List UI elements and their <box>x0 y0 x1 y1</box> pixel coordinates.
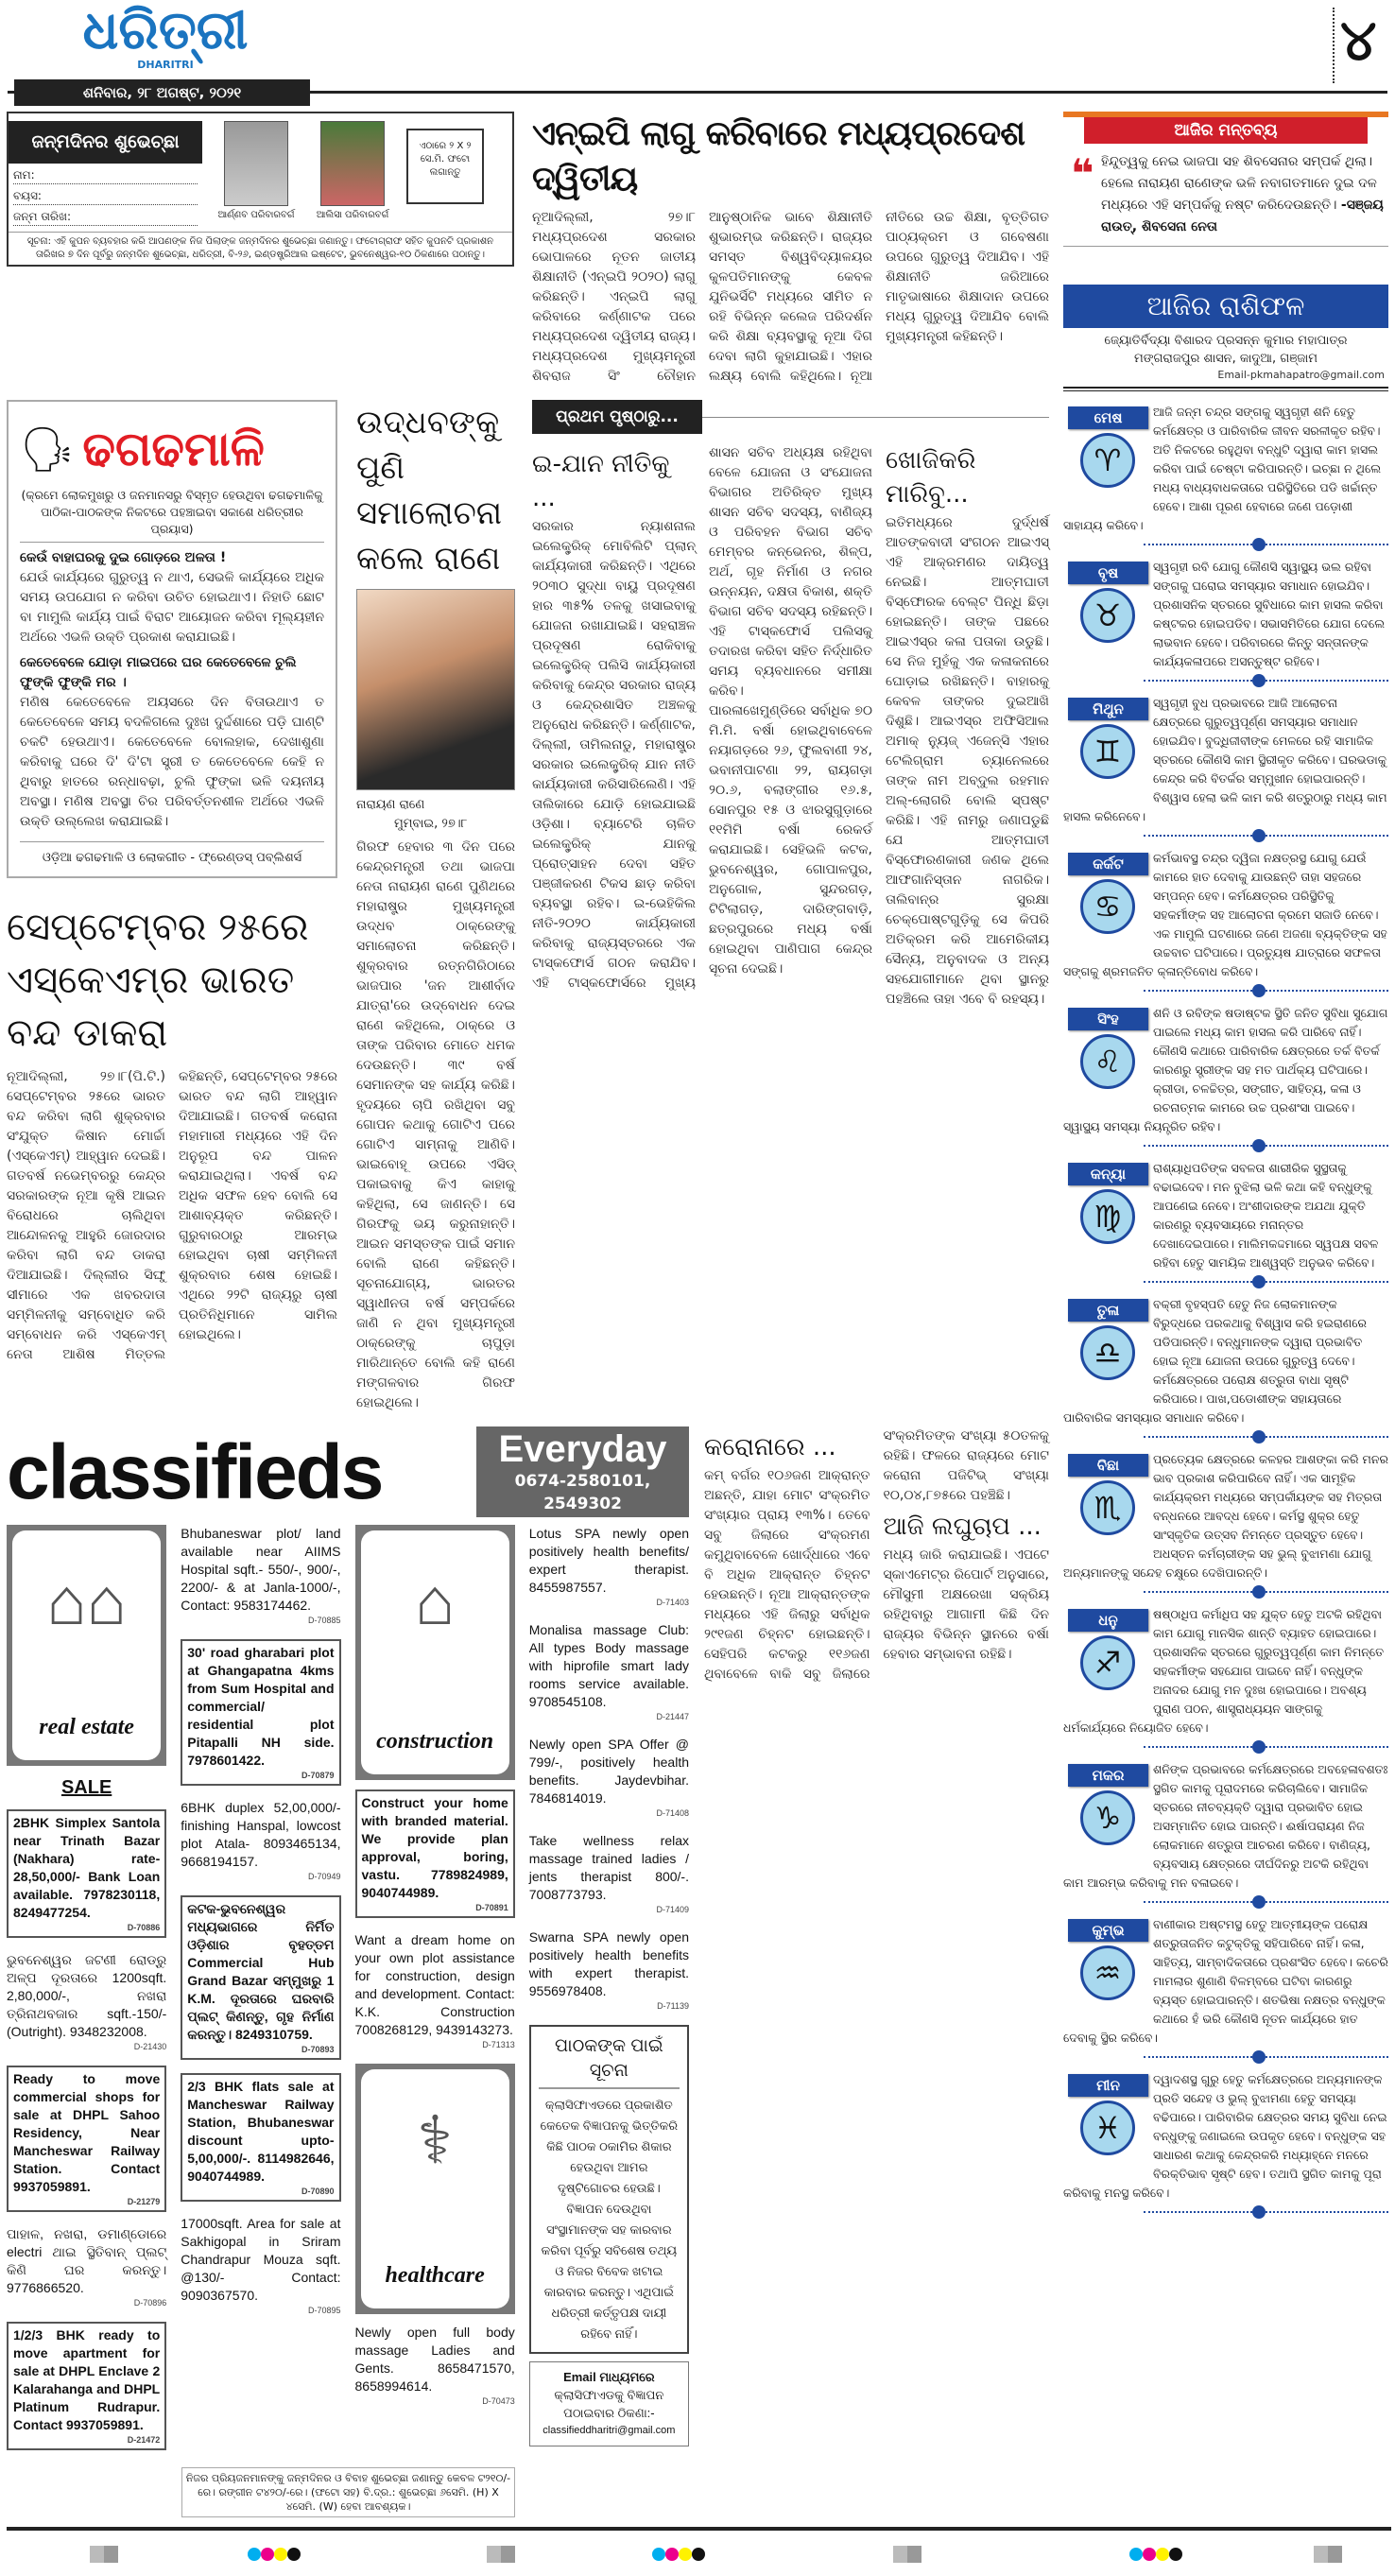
divider <box>1144 1738 1388 1756</box>
sign-name: କନ୍ୟା <box>1068 1163 1148 1185</box>
sign-name: ମକର <box>1068 1764 1148 1787</box>
narayan-rane-photo <box>356 589 515 790</box>
sign-name: ସିଂହ <box>1068 1008 1148 1030</box>
sign-name: ବିଛା <box>1068 1454 1148 1477</box>
article-body: ପାରଳାଖେମୁଣ୍ଡିରେ ସର୍ବାଧିକ ୭୦ ମି.ମି. ବର୍ଷା ହୋଇଥିବାବେଳେ ନୟାଗଡ଼ରେ ୨୬, ଫୁଲବାଣୀ ୨୪, ଭବାନୀପାଟଣା ୨୨, ରାୟଗଡ଼ା ୨୦.୬, ବଲାଙ୍ଗୀର ୧୬.୫, ସୋନପୁର ୧୫ ଓ ଝାରସୁଗୁଡ଼ାରେ ୧୧ମିମି ବର୍ଷା ରେକର୍ଡ କରାଯାଇଛି। ସେହିଭଳି କଟକ, ଭୁବନେଶ୍ୱର, ଗୋପାଳପୁର, ଅନୁଗୋଳ, ସୁନ୍ଦରଗଡ଼, ଟିଟିଲାଗଡ଼, ଦାରିଙ୍ଗବାଡ଼ି, ଛତ୍ରପୁରରେ ମଧ୍ୟ ବର୍ଷା ହୋଇଥିବା ପାଣିପାଗ କେନ୍ଦ୍ର ସୂଚନା ଦେଇଛି। <box>709 703 872 977</box>
lion-icon: ♌ <box>1080 1034 1135 1089</box>
sign-prediction: ଦ୍ୱାଦଶସ୍ଥ ଗୁରୁ ହେତୁ କର୍ମକ୍ଷେତ୍ରରେ ଅନ୍ୟମାନଙ୍କ ପ୍ରତି ସନ୍ଦେହ ଓ ଭୁଲ୍ ବୁଝାମଣା ହେତୁ ସମସ୍ୟା ବଢିପାରେ। ପାରିବାରିକ କ୍ଷେତ୍ରର ସମୟ ସୁବିଧା ନେଇ ବନ୍ଧୁଙ୍କୁ ଜଣାଇଲେ ଉପକୃତ ହେବେ। ବନ୍ଧୁଙ୍କ ସହ ସାଧାରଣ କଥାକୁ କେନ୍ଦ୍ରକରି ମଧ୍ୟାହ୍ନେ ମନରେ ବିରକ୍ତିଭାବ ସୃଷ୍ଟି ହେବ। ତଥାପି ସ୍ଥଗିତ କାମକୁ ପୂରା କରିବାକୁ ମନସ୍ଥ କରିବେ। <box>1063 2072 1387 2200</box>
bottom-row <box>7 1426 1049 2517</box>
rane-headline: ଉଦ୍ଧବଙ୍କୁ ପୁଣି ସମାଲୋଚନା କଲେ ରାଣେ <box>356 404 503 578</box>
classified-column <box>529 1525 689 2464</box>
classified-column <box>181 1525 340 2464</box>
article-body: ମଧ୍ୟ ଜାରି କରାଯାଇଛି। ଏପଟେ ସ୍କାଏମେଟ୍‌ର ରିପୋର୍ଟ ଅନୁସାରେ, ମୌସୁମୀ ଅକ୍ଷରେଖା ସକ୍ରିୟ ରହିଥିବାରୁ ଆଗାମୀ କିଛି ଦିନ ରାଜ୍ୟର ବିଭିନ୍ନ ସ୍ଥାନରେ ବର୍ଷା ହେବାର ସମ୍ଭାବନା ରହିଛି। <box>883 1547 1049 1662</box>
ad-code: D-21447 <box>656 1712 689 1721</box>
ad-code: D-71409 <box>656 1905 689 1914</box>
registration-mark <box>90 2546 118 2563</box>
bharat-bandh-body: ନୂଆଦିଲ୍ଲୀ, ୨୭।୮(ପି.ଟି.) ସେପ୍ଟେମ୍ବର ୨୫ରେ ଭାରତ ବନ୍ଦ କରିବା ଲାଗି ଶୁକ୍ରବାର ସଂଯୁକ୍ତ କିଷାନ ମୋର୍ଚ୍ଚା (ଏସ୍‌କେଏମ୍) ଆହ୍ୱାନ ଦେଇଛି। ଗତବର୍ଷ ନଭେମ୍ବରରୁ କେନ୍ଦ୍ର ସରକାରଙ୍କ ନୂଆ କୃଷି ଆଇନ ବିରୋଧରେ ଚାଲିଥିବା ଆନ୍ଦୋଳନକୁ ଆହୁରି ଜୋରଦାର କରିବା ଲାଗି ବନ୍ଦ ଡାକରା ଦିଆଯାଇଛି। ଦିଲ୍ଲୀର ସିଙ୍ଘୁ ସୀମାରେ ଏକ ଖବରଦାତା ସମ୍ମିଳନୀକୁ ସମ୍ବୋଧିତ କରି ସମ୍ବୋଧନ କରି ଏସ୍‌କେଏମ୍ ନେତା ଆଶିଷ ମିତ୍ତଲ କହିଛନ୍ତି, ସେପ୍ଟେମ୍ବର ୨୫ରେ ଭାରତ ବନ୍ଦ ଲାଗି ଆହ୍ୱାନ ଦିଆଯାଇଛି। ଗତବର୍ଷ କରୋନା ମହାମାରୀ ମଧ୍ୟରେ ଏହି ଦିନ ଅନୁରୂପ ବନ୍ଦ ପାଳନ କରାଯାଇଥିଲା। ଏବର୍ଷ ବନ୍ଦ ଅଧିକ ସଫଳ ହେବ ବୋଲି ସେ ଆଶାବ୍ୟକ୍ତ କରିଛନ୍ତି। ଗୁରୁବାରଠାରୁ ଆରମ୍ଭ ହୋଇଥିବା ଚାଷୀ ସମ୍ମିଳନୀ ଶୁକ୍ରବାର ଶେଷ ହୋଇଛି। ଏଥିରେ ୨୨ଟି ରାଜ୍ୟରୁ ଚାଷୀ ପ୍ରତିନିଧିମାନେ ସାମିଲ ହୋଇଥିଲେ। <box>7 1069 337 1362</box>
classified-ad: 1/2/3 BHK ready to move apartment for sale at DHPL Enclave 2 Kalarahanga and DHPL Platinum Rudrapur. Contact 9937059891. D-21472 <box>7 2322 166 2450</box>
proverb-heading: କେଉଁ ବାହାଘରକୁ ଦୁଇ ଗୋଡ଼ରେ ଅଳତା ! <box>20 550 227 565</box>
issue-date: ଶନିବାର, ୨୮ ଅଗଷ୍ଟ, ୨୦୨୧ <box>14 79 310 106</box>
rane-body: ଗିରଫ ହେବାର ୩ ଦିନ ପରେ କେନ୍ଦ୍ରମନ୍ତ୍ରୀ ତଥା ଭାଜପା ନେତା ନାରାୟଣ ରାଣେ ପୁଣିଥରେ ମହାରାଷ୍ଟ୍ର ମୁଖ୍ୟମନ୍ତ୍ରୀ ଉଦ୍ଧବ ଠାକ୍‌ରେଙ୍କୁ ସମାଲୋଚନା କରିଛନ୍ତି। ଶୁକ୍ରବାର ରତ୍ନଗିରିଠାରେ ଭାଜପାର 'ଜନ ଆଶୀର୍ବାଦ ଯାତ୍ରା'ରେ ଉଦ୍‌ବୋଧନ ଦେଇ ରାଣେ କହିଥିଲେ, ଠାକ୍‌ରେ ଓ ତାଙ୍କ ପରିବାର ମୋତେ ଧମକ ଦେଉଛନ୍ତି। ୩୯ ବର୍ଷ ସେମାନଙ୍କ ସହ କାର୍ଯ୍ୟ କରିଛି। ହୃଦୟରେ ଚାପି ରଖିଥିବା ସବୁ ଗୋପନ କଥାକୁ ଗୋଟିଏ ପରେ ଗୋଟିଏ ସାମ୍ନାକୁ ଆଣିବି। ଭାଇବୋହୂ ଉପରେ ଏସିଡ୍ ପକାଇବାକୁ କିଏ କାହାକୁ କହିଥିଲା, ସେ ଜାଣନ୍ତି। ସେ ଗିରଫକୁ ଭୟ କରୁନାହାନ୍ତି। ଆଇନ ସମସ୍ତଙ୍କ ପାଇଁ ସମାନ ବୋଲି ରାଣେ କହିଛନ୍ତି। ସୂଚନାଯୋଗ୍ୟ, ଭାରତର ସ୍ୱାଧୀନତା ବର୍ଷ ସମ୍ପର୍କରେ ଜାଣି ନ ଥିବା ମୁଖ୍ୟମନ୍ତ୍ରୀ ଠାକ୍‌ରେଙ୍କୁ ଚାପୁଡ଼ା ମାରିଥାନ୍ତେ ବୋଲି କହି ରାଣେ ମଙ୍ଗଳବାର ଗିରଫ ହୋଇଥିଲେ। <box>356 839 515 1410</box>
ad-code: D-70885 <box>307 1616 341 1625</box>
registration-mark <box>893 2546 921 2563</box>
classified-ad: Swarna SPA newly open positively health benefits with expert therapist. 9556978408. D-71139 <box>528 1929 689 2011</box>
sign-prediction: କର୍ମଭାବସ୍ଥ ଚନ୍ଦ୍ର ଦ୍ୱିଜା ନକ୍ଷତ୍ରସ୍ଥ ଯୋଗୁ ଯେଉଁ କାମରେ ହାତ ଦେବାକୁ ଯାଉଛନ୍ତି ତାହା ସହଜରେ ସମ୍ପନ୍ନ ହେବ। କର୍ମକ୍ଷେତ୍ରର ପରିସ୍ଥିତିକୁ ସହକର୍ମୀଙ୍କ ସହ ଆଲୋଚନା କ୍ରମେ ସଜାଡି ନେବେ। ଏକ ମାମୁଲି ଘଟଣାରେ ଜଣେ ଅଜଣା ବ୍ୟକ୍ତିଙ୍କ ସହ ଉଚ୍ଚବାଚ ଘଟିପାରେ। ପ୍ରତ୍ୟୁଷ ଯାତ୍ରାରେ ସଫଳତା ସଙ୍ଗକୁ ଶ୍ରମଜନିତ କ୍ଳାନ୍ତିବୋଧ କରିବେ। <box>1063 851 1387 978</box>
divider <box>1063 387 1388 391</box>
crab-icon: ♋ <box>1080 879 1135 934</box>
classified-ad: କଟକ-ଭୁବନେଶ୍ୱର ମଧ୍ୟଭାଗରେ ନିର୍ମିତ ଓଡ଼ିଶାର ବୃହତ୍ତମ Commercial Hub Grand Bazar ସମ୍ମୁଖରୁ 1 K.M. ଦୂରତାରେ ଘରବାରି ପ୍ଲଟ୍ କିଣନ୍ତୁ, ଗୃହ ନିର୍ମାଣ କରନ୍ତୁ। 8249310759. D-70893 <box>181 1895 340 2060</box>
coupon-note: ସୂଚନା: ଏହି କୁପନ ବ୍ୟବହାର କରି ଆପଣଙ୍କ ନିଜ ପିଲାଙ୍କ ଜନ୍ମଦିନର ଶୁଭେଚ୍ଛା ଜଣାନ୍ତୁ। ଫଟୋଗ୍ରାଫ ସହିତ କୁପନଟି ପ୍ରକାଶନ ତାରିଖର ୭ ଦିନ ପୂର୍ବରୁ ଜନ୍ମଦିନ ଶୁଭେଚ୍ଛା, ଧରିତ୍ରୀ, ବି-୨୬, ଇଣ୍ଡଷ୍ଟ୍ରିଆଲ ଇଷ୍ଟେଟ, ଭୁବନେଶ୍ୱର-୧୦ ଠିକଣାରେ ପଠାନ୍ତୁ। <box>9 232 512 265</box>
dob-field: ଜନ୍ମ ତାରିଖ: <box>13 208 198 226</box>
registration-dot <box>679 2548 692 2561</box>
reader-notice: ପାଠକଙ୍କ ପାଇଁ ସୂଚନା କ୍ଲାସିଫାଏଡରେ ପ୍ରକାଶିତ କେତେକ ବିଜ୍ଞାପନକୁ ଭିତ୍ତିକରି କିଛି ପାଠକ ଠକାମିର ଶିକାର ହେଉଥିବା ଆମର ଦୃଷ୍ଟିଗୋଚର ହେଉଛି। ବିଜ୍ଞାପନ ଦେଉଥିବା ସଂସ୍ଥାମାନଙ୍କ ସହ କାରବାର କରିବା ପୂର୍ବରୁ ସବିଶେଷ ତଥ୍ୟ ଓ ନିଜର ବିବେକ ଖଟାଇ କାରବାର କରନ୍ତୁ। ଏଥିପାଇଁ ଧରିତ୍ରୀ କର୍ତ୍ତୃପକ୍ଷ ଦାୟୀ ରହିବେ ନାହିଁ। <box>529 2025 689 2354</box>
page-body <box>0 112 1395 2517</box>
registration-dot <box>248 2548 261 2561</box>
left-block <box>7 112 1049 2517</box>
sign-name: ତୁଳା <box>1068 1299 1148 1322</box>
proverb-heading: କେତେବେଳେ ଯୋଡ଼ା ମାଇପରେ ଘର କେତେବେଳେ ଚୁଲି ଫୁଙ୍କି ଫୁଙ୍କି ମର । <box>20 655 297 690</box>
horoscope-sign <box>1063 690 1388 845</box>
photo-caption: ଆର୍ଣ୍ଣବ ପରିବାରବର୍ଗ <box>217 210 295 220</box>
top-row <box>7 112 1049 387</box>
divider-dot <box>1252 538 1266 551</box>
greeting-rate-note: ନିଜର ପ୍ରିୟଜନମାନଙ୍କୁ ଜନ୍ମଦିନର ଓ ବିବାହ ଶୁଭେଚ୍ଛା ଜଣାନ୍ତୁ କେବଳ ଟ୨୧୦/-ରେ। ରଙ୍ଗୀନ ଟ୪୨୦/-ରେ। (ଫଟୋ ସହ) ବି.ଦ୍ର.: ଶୁଭେଚ୍ଛା ୬ସେମି. (H) X ୪ସେମି. (W) ହେବା ଆବଶ୍ୟକ। <box>181 2467 515 2517</box>
article-headline: ଆଜି ଲଘୁଚାପ ... <box>883 1513 1042 1541</box>
photo-caption: ଆଲିସା ପରିବାରବର୍ଗ <box>316 210 389 220</box>
divider <box>1144 826 1388 845</box>
ad-code: D-70886 <box>127 1923 161 1932</box>
bharat-bandh-headline: ସେପ୍ଟେମ୍ବର ୨୫ରେ ଏସ୍‌କେଏମ୍‌ର ଭାରତ ବନ୍ଦ ଡାକରା <box>7 906 309 1055</box>
dhagadhamali-subtitle: (କ୍ରମେ ଲୋକମୁଖରୁ ଓ ଜନମାନସରୁ ବିସ୍ମୃତ ହେଉଥିବା ଢଗଢମାଳିକୁ ପାଠିକା-ପାଠକଙ୍କ ନିକଟରେ ପହଞ୍ଚାଇବା ସକାଶେ ଧରିତ୍ରୀର ପ୍ରୟାସ) <box>20 487 324 543</box>
continued-column <box>532 400 1049 1010</box>
article-headline: ଖୋଜିକରି ମାରିବୁ... <box>886 446 976 509</box>
horoscope-sign <box>1063 1601 1388 1756</box>
horoscope-sign <box>1063 1446 1388 1601</box>
classifieds-section <box>7 1426 689 2517</box>
divider-dot <box>1252 2205 1266 2219</box>
classified-ad: 30' road gharabari plot at Ghangapatna 4kms from Sum Hospital and commercial/ residential plot Pitapalli NH side. 7978601422. D-70879 <box>181 1639 340 1786</box>
opinion-author: -ସଞ୍ଜୟ ରାଉତ୍‌, ଶିବସେନା ନେତା <box>1101 198 1384 234</box>
registration-dot <box>1169 2548 1182 2561</box>
divider <box>1144 535 1388 554</box>
divider <box>1144 1272 1388 1291</box>
ad-code: D-71408 <box>656 1808 689 1818</box>
classified-ad: Ready to move commercial shops for sale at DHPL Sahoo Residency, Near Mancheswar Railway Station. Contact 9937059891. D-21279 <box>7 2066 166 2212</box>
classified-ad: Take wellness relax massage trained ladies / jents therapist 800/-. 7008773793. D-71409 <box>528 1833 689 1914</box>
classified-ad: Newly open full body massage Ladies and Gents. 8658471570, 8658994614. D-70473 <box>354 2325 515 2406</box>
left-column <box>7 400 337 1365</box>
divider <box>1144 671 1388 690</box>
construction-banner: ⌂ construction <box>355 1525 515 1780</box>
sign-name: ମୀନ <box>1068 2074 1148 2097</box>
front-page-continued-label: ପ୍ରଥମ ପୃଷ୍ଠାରୁ... <box>532 400 702 434</box>
divider-dot <box>1252 1895 1266 1909</box>
sale-heading: SALE <box>60 1777 112 1798</box>
sign-name: ମିଥୁନ <box>1068 698 1148 720</box>
sign-prediction: ଶନି ଓ ରବିଙ୍କ ଷଡାଷ୍ଟକ ସ୍ଥିତି ଜନିତ ସୁବିଧା ସୁଯୋଗ ପାଇଲେ ମଧ୍ୟ କାମ ହାସଲ କରି ପାରିବେ ନାହିଁ। କୌଣସି କଥାରେ ପାରିବାରିକ କ୍ଷେତ୍ରରେ ତର୍କ ବିତର୍କ କାରଣରୁ ସ୍ତ୍ରୀଙ୍କ ସହ ମତ ପାର୍ଥକ୍ୟ ଘଟିପାରେ। କ୍ରୀଡା, ଚଳଚ୍ଚିତ୍ର, ସଙ୍ଗୀତ, ସାହିତ୍ୟ, କଳା ଓ ରଚନାତ୍ମକ କାମରେ ଉଚ୍ଚ ପ୍ରଶଂସା ପାଇବେ। ସ୍ୱାସ୍ଥ୍ୟ ସମସ୍ୟା ନିୟନ୍ତ୍ରିତ ରହିବ। <box>1063 1006 1388 1133</box>
classified-ad: Want a dream home on your own plot assistance for construction, design and development. Contact: K.K. Construction 7008268129, 9439143273. D-71313 <box>354 1932 515 2049</box>
maiden-icon: ♍ <box>1080 1189 1135 1244</box>
lead-body: ନୂଆଦିଲ୍ଲୀ, ୨୭।୮ ମଧ୍ୟପ୍ରଦେଶ ସରକାର ଭୋପାଳରେ ନୂତନ ଜାତୀୟ ଶିକ୍ଷାନୀତି (ଏନ୍‌ଇପି ୨୦୨୦) ଲାଗୁ କରିଛନ୍ତି। ଏନ୍‌ଇପି ଲାଗୁ କରିବାରେ କର୍ଣ୍ଣାଟକ ପରେ ମଧ୍ୟପ୍ରଦେଶ ଦ୍ୱିତୀୟ ରାଜ୍ୟ। ମଧ୍ୟପ୍ରଦେଶ ମୁଖ୍ୟମନ୍ତ୍ରୀ ଶିବରାଜ ସିଂ ଚୌହାନ ଆନୁଷ୍ଠାନିକ ଭାବେ ଶିକ୍ଷାନୀତି ଶୁଭାରମ୍ଭ କରିଛନ୍ତି। ରାଜ୍ୟର ସମସ୍ତ ବିଶ୍ୱବିଦ୍ୟାଳୟର କୁଳପତିମାନଙ୍କୁ କେବଳ ଯୁନିଭର୍ସିଟି ମଧ୍ୟରେ ସୀମିତ ନ ରହି ବିଭିନ୍ନ କଲେଜ ପରିଦର୍ଶନ କରି ଶିକ୍ଷା ବ୍ୟବସ୍ଥାକୁ ନୂଆ ଦିଗ ଦେବା ଲାଗି କୁହାଯାଇଛି। ଏହାର ଲକ୍ଷ୍ୟ ବୋଲି କହିଥିଲେ। ନୂଆ ନୀତିରେ ଉଚ୍ଚ ଶିକ୍ଷା, ବୃତ୍ତିଗତ ପାଠ୍ୟକ୍ରମ ଓ ଗବେଷଣା ଉପରେ ଗୁରୁତ୍ୱ ଦିଆଯିବ। ଏହି ଶିକ୍ଷାନୀତି ଜରିଆରେ ମାତୃଭାଷାରେ ଶିକ୍ଷାଦାନ ଉପରେ ମଧ୍ୟ ଗୁରୁତ୍ୱ ଦିଆଯିବ ବୋଲି ମୁଖ୍ୟମନ୍ତ୍ରୀ କହିଛନ୍ତି। <box>532 210 1049 384</box>
scorpion-icon: ♏ <box>1080 1480 1135 1535</box>
classifieds-title: classifieds <box>7 1428 383 1515</box>
horoscope-sign <box>1063 1000 1388 1155</box>
continued-articles-lower <box>704 1426 1049 1685</box>
divider-dot <box>1252 1585 1266 1599</box>
sign-prediction: ଶନିଙ୍କ ପ୍ରଭାବରେ କର୍ମକ୍ଷେତ୍ରରେ ଅବହେଳାବଶତଃ ସ୍ଥଗିତ କାମକୁ ପୂରାଦମରେ କରିଚାଲିବେ। ସାମାଜିକ ସ୍ତରରେ ନୀଚବ୍ୟକ୍ତି ଦ୍ୱାରା ପ୍ରଭାବିତ ହୋଇ ଅସମ୍ମାନିତ ହୋଇ ପାରନ୍ତି। ଈର୍ଷାପରାୟଣ ନିଜ ଲୋକମାନେ ଶତ୍ରୁତା ଆଚରଣ କରିବେ। ବାଣିଜ୍ୟ, ବ୍ୟବସାୟ କ୍ଷେତ୍ରରେ ଦୀର୍ଘଦିନରୁ ଅଟକି ରହିଥିବା କାମ ଆରମ୍ଭ କରିବାକୁ ମନ ବଳାଇବେ। <box>1063 1762 1388 1890</box>
registration-dot <box>261 2548 274 2561</box>
ad-code: D-70879 <box>301 1771 335 1780</box>
ad-code: D-21472 <box>127 2435 161 2445</box>
horoscope-sign <box>1063 1291 1388 1446</box>
twins-icon: ♊ <box>1080 724 1135 779</box>
sign-prediction: ସ୍ୱଗୃହୀ ରବି ଯୋଗୁ କୌଣସି ସ୍ୱାସ୍ଥ୍ୟ ଭଲ ରହିବା ସଙ୍ଗକୁ ଘରୋଇ ସମସ୍ୟାର ସମାଧାନ ହୋଇଯିବ। ପ୍ରଶାସନିକ ସ୍ତରରେ ସୁବିଧାରେ କାମ ହାସଲ କରିବା କଷ୍ଟକର ହୋଇପଡିବ। ସଭାସମିତିରେ ଯୋଗ ଦେଲେ ଲାଭବାନ ହେବେ। ପରିବାରରେ କିନ୍ତୁ ସନ୍ତାନଙ୍କ କାର୍ଯ୍ୟକଳାପରେ ଅସନ୍ତୁଷ୍ଟ ରହିବେ। <box>1153 560 1386 668</box>
registration-dot <box>1129 2548 1143 2561</box>
stethoscope-icon: ⚕ <box>417 2103 454 2177</box>
sign-name: କୁମ୍ଭ <box>1068 1919 1148 1942</box>
divider <box>1144 1427 1388 1446</box>
ad-code: D-70895 <box>307 2306 341 2315</box>
classifieds-contact: Everyday 0674-2580101, 2549302 <box>476 1426 689 1517</box>
sea-goat-icon: ♑ <box>1080 1790 1135 1845</box>
classified-email[interactable]: classifieddharitri@gmail.com <box>542 2425 676 2436</box>
lead-headline: ଏନ୍‌ଇପି ଲାଗୁ କରିବାରେ ମଧ୍ୟପ୍ରଦେଶ ଦ୍ୱିତୀୟ <box>532 114 1025 199</box>
sign-prediction: ସ୍ୱଗୃହୀ ବୁଧ ପ୍ରଭାବରେ ଆଜି ଆଲୋଚନା କ୍ଷେତ୍ରରେ ଗୁରୁତ୍ୱପୂର୍ଣ୍ଣ ସମସ୍ୟାର ସମାଧାନ ହୋଇଯିବ। ବୁଦ୍ଧିଜୀବୀଙ୍କ ମେଳରେ ରହି ସାମାଜିକ ସ୍ତରରେ କୌଣସି କାମ ସ୍ଥିରୀକୃତ କରିବେ। ଘରଭଡାକୁ କେନ୍ଦ୍ର କରି ବିତର୍କର ସମ୍ମୁଖୀନ ହୋଇପାରନ୍ତି। ବିଶ୍ୱାସ ହେଲା ଭଳି କାମ କରି ଶତ୍ରୁଠାରୁ ମଧ୍ୟ କାମ ହାସଲ କରିନେବେ। <box>1063 696 1387 823</box>
horoscope-sign <box>1063 399 1388 554</box>
bull-icon: ♉ <box>1080 588 1135 643</box>
scales-icon: ♎ <box>1080 1325 1135 1380</box>
classified-email-box: Email ମାଧ୍ୟମରେ କ୍ଲାସିଫାଏଡକୁ ବିଜ୍ଞାପନ ପଠାଇବାର ଠିକଣା:- classifieddharitri@gmail.com <box>529 2361 689 2446</box>
divider-dot <box>1252 1740 1266 1754</box>
photo-slot: ଏଠାରେ ୨ X ୨ ସେ.ମି. ଫଟୋ ଲଗାନ୍ତୁ <box>406 129 484 204</box>
article-body: ସରକାର ନ୍ୟାଶନାଲ ଇଲେକ୍ଟ୍ରିକ୍ ମୋବିଲିଟି ପ୍ଲାନ୍ କାର୍ଯ୍ୟକାରୀ କରିଛନ୍ତି। ଏଥିରେ ୨୦୩୦ ସୁଦ୍ଧା ବାୟୁ ପ୍ରଦୂଷଣ ହାର ୩୫% ତଳକୁ ଖସାଇବାକୁ ଯୋଜନା ରଖାଯାଇଛି। ସହରାଞ୍ଚଳ ପ୍ରଦୂଷଣ ରୋକିବାକୁ ଇଲେକ୍ଟ୍ରିକ୍ ପଲିସି କାର୍ଯ୍ୟକାରୀ କରିବାକୁ କେନ୍ଦ୍ର ସରକାର ରାଜ୍ୟ ଓ କେନ୍ଦ୍ରଶାସିତ ଅଞ୍ଚଳକୁ ଅନୁରୋଧ କରିଛନ୍ତି। କର୍ଣ୍ଣାଟକ, ଦିଲ୍ଲୀ, ତାମିଲନାଡୁ, ମହାରାଷ୍ଟ୍ର ସରକାର ଇଲେକ୍ଟ୍ରିକ୍ ଯାନ ନୀତି କାର୍ଯ୍ୟକାରୀ କରିସାରିଲେଣି। ଏହି ତାଲିକାରେ ଯୋଡ଼ି ହୋଇଯାଇଛି ଓଡ଼ିଶା। ବ୍ୟାଟେରି ଚାଳିତ ଇଲେକ୍ଟ୍ରିକ୍ ଯାନକୁ ପ୍ରୋତ୍ସାହନ ଦେବା ସହିତ ପଞ୍ଜୀକରଣ ଟିକସ ଛାଡ଼ କରିବା ବ୍ୟବସ୍ଥା ରହିବ। ଇ-ଭେହିକିଲ ନୀତି-୨୦୨୦ କାର୍ଯ୍ୟକାରୀ କରିବାକୁ ରାଜ୍ୟସ୍ତରରେ ଏକ ଟାସ୍କଫୋର୍ସ ଗଠନ କରାଯିବ। ଏହି ଟାସ୍କଫୋର୍ସରେ ମୁଖ୍ୟ ଶାସନ ସଚିବ ଅଧ୍ୟକ୍ଷ ରହିଥିବା ବେଳେ ଯୋଜନା ଓ ସଂଯୋଜନା ବିଭାଗର ଅତିରିକ୍ତ ମୁଖ୍ୟ ଶାସନ ସଚିବ ସଦସ୍ୟ, ବାଣିଜ୍ୟ ଓ ପରିବହନ ବିଭାଗ ସଚିବ ମେମ୍ବର କନ୍‌ଭେନର, ଶିଳ୍ପ, ଅର୍ଥ, ଗୃହ ନିର୍ମାଣ ଓ ନଗର ଉନ୍ନୟନ, ଦକ୍ଷତା ବିକାଶ, ଶକ୍ତି ବିଭାଗ ସଚିବ ସଦସ୍ୟ ରହିଛନ୍ତି। ଏହି ଟାସ୍କଫୋର୍ସ ପଲିସକୁ ତଦାରଖ କରିବା ସହିତ ନିର୍ଦ୍ଧାରିତ ସମୟ ବ୍ୟବଧାନରେ ସମୀକ୍ଷା କରିବ। <box>532 445 872 991</box>
ad-code: D-71403 <box>656 1598 689 1607</box>
ad-code: D-70893 <box>301 2045 335 2054</box>
horoscope-sign <box>1063 2066 1388 2222</box>
sign-prediction: ଷଷ୍ଠାଧିପ କର୍ମାଧିପ ସହ ଯୁକ୍ତ ହେତୁ ଅଟକି ରହିଥିବା କାମ ଯୋଗୁ ମାନସିକ ଶାନ୍ତି ବ୍ୟାହତ ହୋଇପାରେ। ପ୍ରଶାସନିକ ସ୍ତରରେ ଗୁରୁତ୍ୱପୂର୍ଣ୍ଣ କାମ ନିମନ୍ତେ ସହକର୍ମୀଙ୍କ ସହଯୋଗ ପାଇବେ ନାହିଁ। ବନ୍ଧୁଙ୍କ ଅନାଦର ଯୋଗୁ ମନ ଦୁଃଖ ହୋଇପାରେ। ଅବଶ୍ୟ ପୁରାଣ ପଠନ, ଶାସ୍ତ୍ରାଧ୍ୟୟନ ସାଙ୍ଗକୁ ଧର୍ମକାର୍ଯ୍ୟରେ ନିୟୋଜିତ ହେବେ। <box>1063 1607 1385 1735</box>
dhagadhamali-credit: ଓଡ଼ିଆ ଢଗଢମାଳି ଓ ଲୋକଗୀତ - ଫ୍ରେଣ୍ଡସ୍ ପବ୍ଲିଶର୍ସ <box>20 841 324 867</box>
child-photo <box>320 121 385 206</box>
photo-caption: ନାରାୟଣ ରାଣେ ମୁମ୍ବାଇ, ୨୭।୮ <box>356 798 468 831</box>
masthead-logo: ଧରିତ୍ରୀ DHARITRI <box>82 0 249 71</box>
proverb-text: ମଣିଷ କେତେବେଳେ ଅୟସରେ ଦିନ ବିତାଉଥାଏ ତ କେତେବେଳେ ସମୟ ବଦଳିଗଲେ ଦୁଃଖ ଦୁର୍ଦ୍ଦଶାରେ ପଡ଼ି ଘାଣ୍ଟି ଚକଟି ହେଉଥାଏ। କେତେବେଳେ ବୋଲହାକ, ଦେଖାଶୁଣା କରିବାକୁ ଘରେ ଦି' ଦି'ଟା ସ୍ତ୍ରୀ ତ କେତେବେଳେ କେହି ନ ଥିବାରୁ ହାତରେ ରନ୍ଧାବଢ଼ା, ଚୁଲି ଫୁଙ୍କା ଭଳି ଦୟନୀୟ ଅବସ୍ଥା। ମଣିଷ ଅବସ୍ଥା ଚିର ପରିବର୍ତ୍ତନଶୀଳ ଅର୍ଥରେ ଏଭଳି ଉକ୍ତି ଉଲ୍ଲେଖ କରାଯାଇଛି। <box>20 695 324 829</box>
horoscope-sign <box>1063 554 1388 690</box>
classified-column <box>7 1525 166 2464</box>
sign-name: ବୃଷ <box>1068 562 1148 584</box>
divider-dot <box>1252 984 1266 997</box>
divider-dot <box>1252 1430 1266 1444</box>
masthead <box>0 0 1395 112</box>
classified-ad: 2BHK Simplex Santola near Trinath Bazar (Nakhara) rate-28,50,000/- Bank Loan available. 7978230118, 8249477254. D-70886 <box>7 1809 166 1938</box>
divider-dot <box>1252 674 1266 687</box>
opinion-quote: ❝ ହିନ୍ଦୁତ୍ୱକୁ ନେଇ ଭାଜପା ସହ ଶିବସେନାର ସମ୍ପର୍କ ଥିଲା। ହେଲେ ନାରାୟଣ ରାଣେଙ୍କ ଭଳି ନବାଗତମାନେ ଦୁଇ ଦଳ ମଧ୍ୟରେ ଏହି ସମ୍ପର୍କକୁ ନଷ୍ଟ କରିଦେଉଛନ୍ତି। -ସଞ୍ଜୟ ରାଉତ୍‌, ଶିବସେନା ନେତା <box>1063 151 1388 247</box>
classified-column <box>355 1525 515 2464</box>
sign-prediction: ପ୍ରତ୍ୟେକ କ୍ଷେତ୍ରରେ କଳହର ଆଶଙ୍କା କରି ମନର ଭାବ ପ୍ରକାଶ କରିପାରିବେ ନାହିଁ। ଏକ ସାମୂହିକ କାର୍ଯ୍ୟକ୍ରମ ମଧ୍ୟରେ ସମ୍ପର୍କୀୟଙ୍କ ସହ ମିତ୍ରତା ବନ୍ଧନରେ ଆବଦ୍ଧ ହେବେ। କର୍ମସ୍ଥ ଶୁକ୍ର ହେତୁ ସାଂସ୍କୃତିକ ଉତ୍ସବ ନିମନ୍ତେ ପ୍ରସ୍ତୁତ ହେବେ। ଅଧସ୍ତନ କର୍ମଚାରୀଙ୍କ ସହ ଭୁଲ୍ ବୁଝାମଣା ଯୋଗୁ ଅନ୍ୟମାନଙ୍କୁ ସନ୍ଦେହ ଚକ୍ଷୁରେ ଦେଖିପାରନ୍ତି। <box>1063 1452 1388 1580</box>
opinion-box <box>1063 112 1388 247</box>
house-construction-icon: ⌂ <box>414 1565 456 1638</box>
classified-ad: Bhubaneswar plot/ land available near AIIMS Hospital sqft.- 550/-, 900/-, 2200/- & at Janla-1000/-, Contact: 9583174462. D-70885 <box>181 1526 341 1625</box>
classified-ad: Newly open SPA Offer @ 799/-, positively health benefits. Jaydevbihar. 7846814019. D-71408 <box>528 1737 689 1818</box>
rane-column <box>356 400 515 1413</box>
classified-ad: Monalisa massage Club: All types Body massage with hiprofile smart lady rooms service available. 9708545108. D-21447 <box>528 1622 689 1721</box>
horoscope-title: ଆଜିର ରାଶିଫଳ <box>1063 285 1388 328</box>
divider-dot <box>1252 1139 1266 1152</box>
opinion-title: ଆଜିର ମନ୍ତବ୍ୟ <box>1084 117 1368 144</box>
sign-prediction: ଆଜି ଜନ୍ମ ଚନ୍ଦ୍ର ସଙ୍ଗକୁ ସ୍ୱଗୃହୀ ଶନି ହେତୁ କର୍ମକ୍ଷେତ୍ର ଓ ପାରିବାରିକ ଜୀବନ ସରଳୀକୃତ ରହିବ। ଅତି ନିକଟରେ ରହୁଥିବା ବନ୍ଧୁଟି ଦ୍ୱାରା କାମ ହାସଲ କରିବା ପାଇଁ ଚେଷ୍ଟା କରିପାରନ୍ତି। ଇଚ୍ଛା ନ ଥିଲେ ମଧ୍ୟ ବାଧ୍ୟବାଧକତାରେ ପରିସ୍ଥିତିରେ ପଡି ଖର୍ଚ୍ଚାନ୍ତ ହେବେ। ଆଶା ପୂରଣ ହେବାରେ ଜଣେ ପଡ଼ୋଶୀ ସାହାଯ୍ୟ କରିବେ। <box>1063 405 1382 532</box>
divider-dot <box>1252 829 1266 842</box>
ram-icon: ♈ <box>1080 433 1135 488</box>
sign-prediction: ବାଣୀକାର ଅଷ୍ଟମସ୍ଥ ହେତୁ ଆତ୍ମୀୟଙ୍କ ପରୋକ୍ଷ ଶତ୍ରୁତାଜନିତ କଟୁକ୍ତିକୁ ସହିପାରିବେ ନାହିଁ। କଳା, ସାହିତ୍ୟ, ସାମ୍ବାଦିକତାରେ ପ୍ରଶଂସିତ ହେବେ। କଚେରି ମାମଲାର ଶୁଣାଣି ବିଳମ୍ବରେ ଘଟିବା କାରଣରୁ ବ୍ୟସ୍ତ ହୋଇପାରନ୍ତି। ଶତଭିଷା ନକ୍ଷତ୍ର ବନ୍ଧୁଙ୍କ କଥାରେ ହଁ ଭରି କୌଣସି ନୂତନ କାର୍ଯ୍ୟରେ ହାତ ଦେବାକୁ ସ୍ଥିର କରିବେ। <box>1063 1917 1388 2045</box>
ad-code: D-70949 <box>307 1872 341 1881</box>
classified-ad: ଭୁବନେଶ୍ୱର ଜଟଣୀ ରୋଡ୍‌ରୁ ଅଳ୍ପ ଦୂରତାରେ 1200sqft. 2,80,000/-, ନଖରା ତ୍ରିନାଥବଜାର sqft.-150/- (Outright). 9348232008. D-21430 <box>7 1952 167 2051</box>
sign-name: ଧନୁ <box>1068 1609 1148 1632</box>
child-photo <box>224 121 288 206</box>
divider-dot <box>1252 1275 1266 1288</box>
registration-dot <box>692 2548 705 2561</box>
classified-ad: ପାହାଳ, ନଖରା, ଡମାଣ୍ଡୋରେ electri ଥାଇ ସ୍ଥିତିବାନ୍ ପ୍ଲଟ୍ କିଣି ଘର କରନ୍ତୁ। 9776866520. D-70896 <box>7 2226 167 2308</box>
ad-code: D-70896 <box>133 2298 167 2308</box>
dhagadhamali-title: ଢଗଢମାଳି <box>82 422 265 476</box>
registration-mark <box>1314 2546 1342 2563</box>
bottom-rule <box>7 2527 1391 2531</box>
ad-code: D-70890 <box>301 2187 335 2196</box>
registration-dot <box>274 2548 287 2561</box>
birthday-title: ଜନ୍ମଦିନର ଶୁଭେଚ୍ଛା <box>9 121 202 164</box>
ad-code: D-71139 <box>657 2001 689 2011</box>
horoscope-sign <box>1063 1155 1388 1291</box>
divider <box>1144 2048 1388 2066</box>
horoscope-sign <box>1063 1756 1388 1911</box>
fish-icon: ♓ <box>1080 2101 1135 2155</box>
classified-ad: 2/3 BHK flats sale at Mancheswar Railway Station, Bhubaneswar discount upto- 5,00,000/-. 8114982646, 9040744989. D-70890 <box>181 2073 340 2202</box>
sign-prediction: ବକ୍ରୀ ବୃହସ୍ପତି ହେତୁ ନିଜ ଲୋକମାନଙ୍କ ବିରୁଦ୍ଧରେ ପରକଥାକୁ ବିଶ୍ୱାସ କରି ହଇରାଣରେ ପଡିପାରନ୍ତି। ବନ୍ଧୁମାନଙ୍କ ଦ୍ୱାରା ପ୍ରଭାବିତ ହୋଇ ନୂଆ ଯୋଜନା ଉପରେ ଗୁରୁତ୍ୱ ଦେବେ। କର୍ମକ୍ଷେତ୍ରରେ ପରୋକ୍ଷ ଶତ୍ରୁତା ବାଧା ସୃଷ୍ଟି କରିପାରେ। ପାଖ,ପଡୋଶୀଙ୍କ ସହାୟତାରେ ପାରିବାରିକ ସମସ୍ୟାର ସମାଧାନ କରିବେ। <box>1063 1297 1367 1425</box>
ad-code: D-21430 <box>133 2042 167 2051</box>
registration-mark <box>487 2546 515 2563</box>
divider <box>1144 2203 1388 2222</box>
classified-ad: 6BHK duplex 52,00,000/- finishing Hanspal, lowcost plot Atala- 8093465134, 9668194157. D-70949 <box>181 1800 341 1881</box>
ad-code: D-70473 <box>482 2396 515 2406</box>
name-field: ନାମ: <box>13 166 198 184</box>
divider <box>702 417 1049 418</box>
quote-icon: ❝ <box>1071 150 1094 197</box>
article-headline: ଇ-ଯାନ ନୀତିକୁ ... <box>532 450 670 512</box>
page-footer <box>0 2527 1395 2576</box>
horoscope-sign <box>1063 1911 1388 2066</box>
horoscope-sign <box>1063 845 1388 1000</box>
article-body: ଇତିମଧ୍ୟରେ ଦୁର୍ଦ୍ଧର୍ଷ ଆତଙ୍କବାଦୀ ସଂଗଠନ ଆଇଏସ୍ ଏହି ଆକ୍ରମଣର ଦାୟିତ୍ୱ ନେଇଛି। ଆତ୍ମଘାତୀ ବିସ୍ଫୋରକ ବେଲ୍ଟ ପିନ୍ଧି ଛିଡ଼ା ହୋଇଛନ୍ତି। ତାଙ୍କ ପଛରେ ଆଇଏସ୍‌ର କଳା ପତାକା ଉଡୁଛି। ସେ ନିଜ ମୁହଁକୁ ଏକ କଳାକନାରେ ଘୋଡ଼ାଇ ରଖିଛନ୍ତି। ବାହାରକୁ କେବଳ ତାଙ୍କର ଦୁଇଆଖି ଦିଶୁଛି। ଆଇଏସ୍‌ର ଅଫିସିଆଲ ଅମାକ୍ ନ୍ୟୁଜ୍ ଏଜେନ୍ସି ଏହାର ଟେଲିଗ୍ରାମ ଚ୍ୟାନେଲରେ ତାଙ୍କ ନାମ ଅବ୍‌ଦୁଲ ରହମାନ ଅଲ୍-ଲୋଗରି ବୋଲି ସ୍ପଷ୍ଟ କରିଛି। ଏହି ନାମରୁ ଜଣାପଡୁଛି ଯେ ଆତ୍ମଘାତୀ ବିସ୍ଫୋରଣକାରୀ ଜଣକ ଥିଲେ ଆଫଗାନିସ୍ତାନ ନାଗରିକ। ତାଲିବାନ୍‌ର ସୁରକ୍ଷା ଚେକ୍‌ପୋଷ୍ଟଗୁଡ଼ିକୁ ସେ କିପରି ଅତିକ୍ରମ କରି ଆମେରିକୀୟ ସୈନ୍ୟ, ଅନୁବାଦକ ଓ ଅନ୍ୟ ସହଯୋଗୀମାନେ ଥିବା ସ୍ଥାନରୁ ପହଞ୍ଚିଲେ ତାହା ଏବେ ବି ରହସ୍ୟ। <box>886 515 1049 1007</box>
continued-articles <box>532 443 1049 1010</box>
registration-dot <box>652 2548 665 2561</box>
horoscope-list <box>1063 399 1388 2222</box>
archer-icon: ♐ <box>1080 1635 1135 1690</box>
registration-dot <box>665 2548 679 2561</box>
sign-prediction: ରାଶ୍ୟାଧିପତିଙ୍କ ସବଳତା ଶାରୀରିକ ସୁସ୍ଥତାକୁ ବଢାଇଦେବ। ମନ ବୁଝିଲା ଭଳି କଥା କହି ବନ୍ଧୁଙ୍କୁ ଆପଣେଇ ନେବେ। ଅଂଶୀଦାରଙ୍କ ଅଯଥା ଯୁକ୍ତି କାରଣରୁ ବ୍ୟବସାୟରେ ମନାନ୍ତର ଦେଖାଦେଇପାରେ। ମାଲିମକଦ୍ଦମାରେ ସ୍ୱପକ୍ଷ ସବଳ ରହିବା ହେତୁ ସାମୟିକ ଆଶ୍ୱସ୍ତି ଅନୁଭବ କରିବେ। <box>1153 1161 1379 1270</box>
age-field: ବୟସ: <box>13 187 198 205</box>
dhagadhamali-box <box>7 400 337 878</box>
horoscope-author: ଜ୍ୟୋତିର୍ବିଦ୍ୟା ବିଶାରଦ ପ୍ରସନ୍ନ କୁମାର ମହାପାତ୍ର ମଙ୍ଗରାଜପୁର ଶାସନ, କାଦୁଆ, ଗଞ୍ଜାମ <box>1104 334 1348 366</box>
divider <box>1333 8 1335 83</box>
water-bearer-icon: ♒ <box>1080 1945 1135 2000</box>
cartoon-faces-icon: 🗣 <box>20 424 76 475</box>
birthday-coupon <box>7 112 514 267</box>
divider <box>1144 1893 1388 1911</box>
ad-code: D-70891 <box>475 1903 508 1912</box>
registration-dot <box>287 2548 301 2561</box>
classified-ad: Construct your home with branded material. We provide plan approval, boring, vastu. 7789824989, 9040744989. D-70891 <box>355 1789 515 1918</box>
middle-row <box>7 400 1049 1413</box>
article-headline: କରୋନାରେ ... <box>704 1433 836 1461</box>
registration-dot <box>1156 2548 1169 2561</box>
sign-name: କର୍କଟ <box>1068 853 1148 875</box>
proverb-text: ଯେଉଁ କାର୍ଯ୍ୟରେ ଗୁରୁତ୍ୱ ନ ଥାଏ, ସେଭଳି କାର୍ଯ୍ୟରେ ଅଧିକ ସମୟ ଉପଯୋଗ ନ କରିବା ଉଚିତ ହୋଇଥାଏ। ନିହାତି ଛୋଟ ବା ମାମୁଲି କାର୍ଯ୍ୟ ପାଇଁ ବିରାଟ ଆୟୋଜନ କରିବା ମୂଲ୍ୟହୀନ ଅର୍ଥରେ ଏଭଳି ଉକ୍ତି ପ୍ରକାଶ କରାଯାଇଛି। <box>20 570 324 645</box>
ad-code: D-71313 <box>482 2040 515 2049</box>
article-body: କମ୍ ବର୍ଗର ୧୦୬ଜଣ ଆକ୍ରାନ୍ତ ଅଛନ୍ତି, ଯାହା ମୋଟ ସଂକ୍ରମିତ ସଂଖ୍ୟାର ପ୍ରାୟ ୧୩%। ତେବେ ସବୁ ଜିଲାରେ ସଂକ୍ରମଣ କମୁଥିବାବେଳେ ଖୋର୍ଦ୍ଧାରେ ଏବେ ବି ଅଧିକ ଆକ୍ରାନ୍ତ ଚିହ୍ନଟ ହେଉଛନ୍ତି। ନୂଆ ଆକ୍ରାନ୍ତଙ୍କ ମଧ୍ୟରେ ଏହି ଜିଲାରୁ ସର୍ବାଧିକ ୨୯୧ଜଣ ଚିହ୍ନଟ ହୋଇଛନ୍ତି। ସେହିପରି କଟକରୁ ୧୧୬ଜଣ ଥିବାବେଳେ ବାକି ସବୁ ଜିଲାରେ ସଂକ୍ରମିତଙ୍କ ସଂଖ୍ୟା ୫୦ତଳକୁ ରହିଛି। ଫଳରେ ରାଜ୍ୟରେ ମୋଟ କରୋନା ପଜିଟିଭ୍ ସଂଖ୍ୟା ୧୦,୦୪,୮୭୫ରେ ପହଞ୍ଚିଛି। <box>704 1428 1049 1682</box>
houses-icon: ⌂⌂ <box>46 1565 127 1638</box>
real-estate-banner: ⌂⌂ real estate <box>7 1525 166 1766</box>
sign-name: ମେଷ <box>1068 406 1148 429</box>
divider <box>1144 1582 1388 1601</box>
classified-ad: Lotus SPA newly open positively health benefits/ expert therapist. 8455987557. D-71403 <box>528 1526 689 1607</box>
page-number: ୪ <box>1340 8 1377 74</box>
right-column <box>1063 112 1388 2222</box>
healthcare-banner: ⚕ healthcare <box>355 2064 515 2314</box>
lead-story <box>532 112 1049 387</box>
ad-code: D-21279 <box>127 2197 161 2206</box>
horoscope-email: Email-pkmahapatro@gmail.com <box>1217 369 1385 381</box>
divider <box>1144 981 1388 1000</box>
registration-dot <box>1143 2548 1156 2561</box>
divider-dot <box>1252 2050 1266 2064</box>
classified-ad: 17000sqft. Area for sale at Sakhigopal in Sriram Chandrapur Mouza sqft. @130/- Contact: 9090367570. D-70895 <box>181 2216 341 2315</box>
divider <box>1144 1136 1388 1155</box>
